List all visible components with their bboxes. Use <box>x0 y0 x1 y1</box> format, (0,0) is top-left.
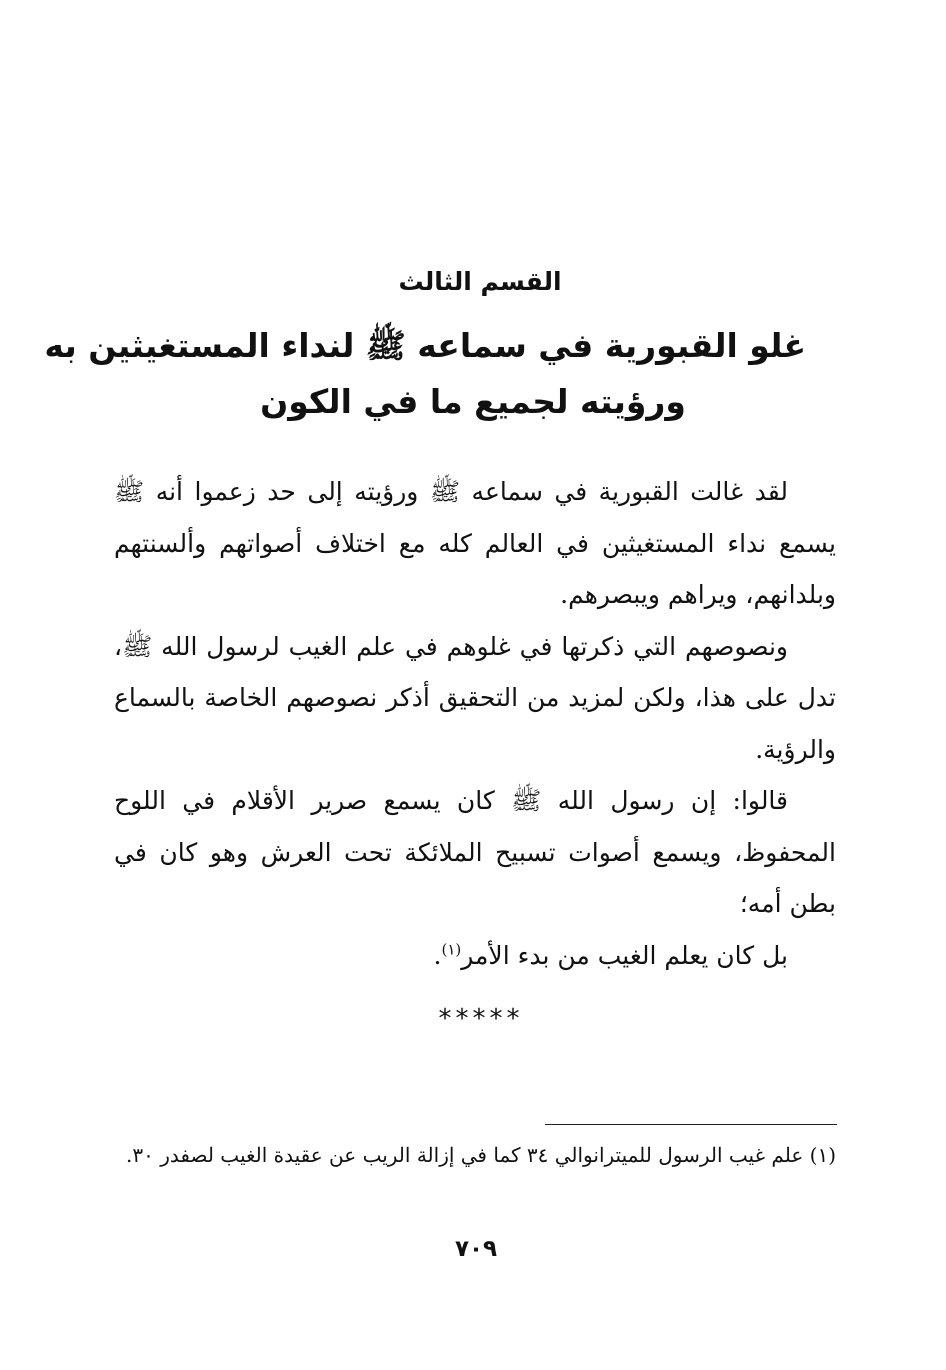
body-text <box>114 466 836 981</box>
paragraph-4-text: بل كان يعلم الغيب من بدء الأمر <box>461 940 788 970</box>
footnote-divider <box>545 1124 837 1125</box>
paragraph-4-end: . <box>433 940 442 970</box>
paragraph-1: لقد غالت القبورية في سماعه ﷺ ورؤيته إلى حد زعموا أنه ﷺ يسمع نداء المستغيثين في العالم كله مع اختلاف أصواتهم وألسنتهم وبلدانهم، ويراهم ويبصرهم. <box>114 477 836 609</box>
footnote: (١) علم غيب الرسول للميترانوالي ٣٤ كما في إزالة الريب عن عقيدة الغيب لصفدر ٣٠. <box>126 1143 836 1167</box>
section-separator: ***** <box>438 1004 524 1034</box>
chapter-title-line-2: ورؤيته لجميع ما في الكون <box>260 382 686 421</box>
chapter-title <box>44 318 806 430</box>
footnote-reference: (١) <box>441 940 462 959</box>
page-number: ٧٠٩ <box>454 1236 498 1262</box>
paragraph-3: قالوا: إن رسول الله ﷺ كان يسمع صرير الأقلام في اللوح المحفوظ، ويسمع أصوات تسبيح الملائكة تحت العرش وهو كان في بطن أمه؛ <box>114 786 836 918</box>
paragraph-4 <box>114 930 836 982</box>
chapter-title-line-1: غلو القبورية في سماعه ﷺ لنداء المستغيثين به <box>44 326 806 365</box>
section-label: القسم الثالث <box>398 267 562 296</box>
paragraph-2: ونصوصهم التي ذكرتها في غلوهم في علم الغيب لرسول الله ﷺ، تدل على هذا، ولكن لمزيد من التحقيق أذكر نصوصهم الخاصة بالسماع والرؤية. <box>114 631 836 764</box>
